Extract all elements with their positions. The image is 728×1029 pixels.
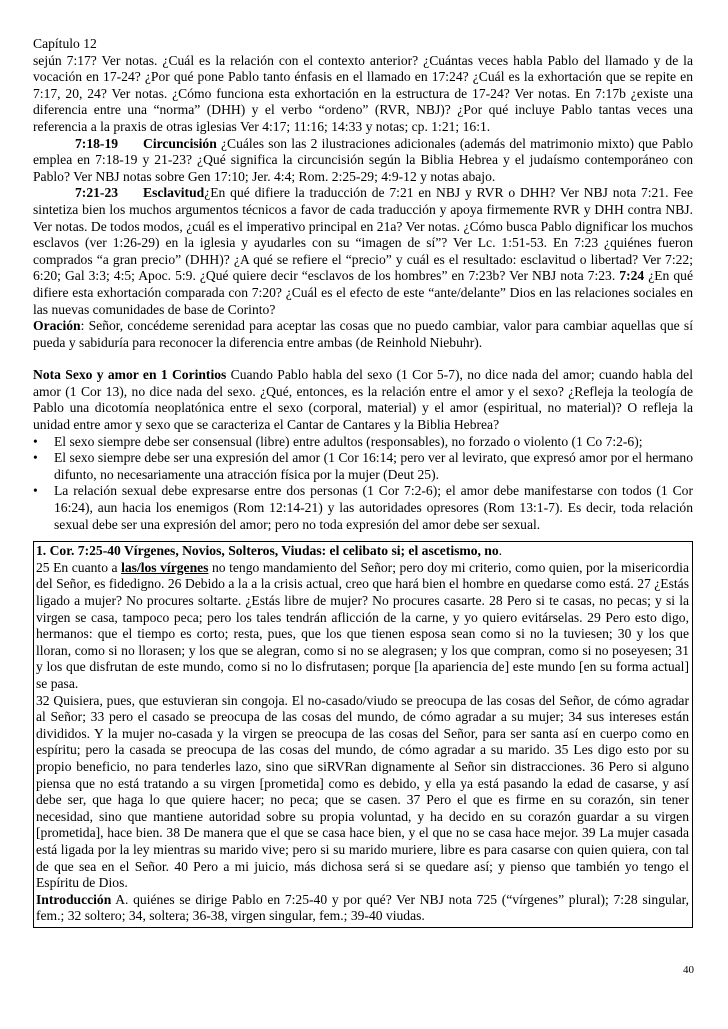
list-item [33,450,693,483]
section-text: ¿En qué difiere la traducción de 7:21 en NBJ y RVR o DHH? Ver NBJ nota 7:21. Fee sintetiza bien los muchos argumentos técnicos a favor de cada traducción y apoya firmemente RVR y DHH contra NBJ. Ver notas. De todos modos, ¿cuál es el imperativo principal en 21a? Ver notas. ¿Cómo busca Pablo dignificar los muchos esclavos (ver 1:26-29) en la iglesia y ayudarles con su “imagen de sí”? Ver Lc. 1:51-53. En 7:23 ¿quiénes fueron comprados “a gran precio” (DHH)? ¿A qué se refiere el “precio” y cuál es el resultado: esclavitud o libertad? Ver 7:22; 6:20; Gal 3:3; 4:5; Apoc. 5:9. ¿Qué quiere decir “esclavos de los hombres” en 7:23b? Ver NBJ nota 7:23. [33,185,693,284]
verse-ref: 7:24 [619,268,645,284]
note-bullet-list [33,434,693,534]
bullet-icon: • [33,433,38,449]
note-sexo-amor [33,367,693,433]
prayer-label: Oración [33,318,81,334]
box-title-text: 1. Cor. 7:25-40 Vírgenes, Novios, Solteros, Viudas: el celibato si; el ascetismo, no [36,543,499,559]
note-text: Cuando Pablo habla del sexo (1 Cor 5-7), no dice nada del amor; cuando habla del amor (1 Cor 13), no dice nada del sexo. ¿Qué, entonces, es la relación entre el amor y el sexo? ¿Refleja la teología de Pablo una dicotomía neoplatónica entre el sexo (corporal, material) y el amor (espiritual, no material)? O refleja la unidad entre amor y sexo que se caracteriza el Cantar de Cantares y la Biblia Hebrea? [33,367,693,433]
box-title-end: . [498,543,503,559]
list-item [33,434,693,451]
paragraph-vocacion: sejún 7:17? Ver notas. ¿Cuál es la relación con el contexto anterior? ¿Cuántas veces habla Pablo del llamado y de la vocación en 17-24? ¿Por qué pone Pablo tanto énfasis en el llamado en 17:24? ¿Cuál es la exhortación que se repite en 7:17, 20, 24? Ver notas. ¿Cómo funciona esta exhortación en la estructura de 17-24? Ver notas. En 7:17b ¿existe una diferencia entre una “norma” (DHH) y el verbo “ordeno” (RVR, NBJ)? ¿Por qué incluye Pablo tantas veces una referencia a la praxis de otras iglesias Ver 4:17; 11:16; 14:33 y notas; cp. 1:21; 16:1. [33,52,693,134]
section-ref: 7:21-23 [75,185,119,201]
section-circuncision [33,136,693,186]
chapter-heading: Capítulo 12 [33,36,97,51]
scripture-box [33,541,693,928]
intro-label: Introducción [36,891,112,907]
page-body [33,36,693,928]
section-ref: 7:18-19 [75,135,119,151]
list-item [33,483,693,533]
introduction [36,892,689,925]
page-number: 40 [683,964,694,976]
list-item-text: El sexo siempre debe ser una expresión del amor (1 Cor 16:14; pero ver al levirato, que expresó amor por el hermano difunto, no necesariamente una atracción física por la mujer (Deut 25). [54,450,693,482]
section-title: Esclavitud [143,185,205,201]
verses-25-31 [36,560,689,693]
list-item-text: El sexo siempre debe ser consensual (libre) entre adultos (responsables), no forzado o violento (1 Co 7:2-6); [54,433,643,449]
bullet-icon: • [33,483,38,499]
box-title [36,543,689,560]
verse-text: 25 En cuanto a [36,559,122,575]
section-esclavitud [33,185,693,318]
intro-text: A. quiénes se dirige Pablo en 7:25-40 y por qué? Ver NBJ nota 725 (“vírgenes” plural); 7:28 singular, fem.; 32 soltero; 34, soltera; 36-38, virgen singular, fem.; 39-40 viudas. [36,891,689,924]
section-title: Circuncisión [143,135,217,151]
list-item-text: La relación sexual debe expresarse entre dos personas (1 Cor 7:2-6); el amor debe manifestarse con todos (1 Cor 16:24), aun hacia los enemigos (Rom 12:14-21) y las autoridades opresores (Rom 13:1-7). Es decir, toda relación sexual debe ser una expresión del amor; pero no toda expresión del amor debe ser sexual. [54,483,693,532]
verse-text: no tengo mandamiento del Señor; pero doy mi criterio, como quien, por la misericordia del Señor, es fidedigno. 26 Debido a la a la crisis actual, creo que hará bien el hombre en quedarse como está. 27 ¿Estás ligado a mujer? No procures soltarte. ¿Estás libre de mujer? No procures casarte. 28 Pero si te casas, no pecas; y si la virgen se casa, tampoco peca; pero los tales tendrán aflicción de la carne, y yo quiero evitárselas. 29 Pero esto digo, hermanos: que el tiempo es corto; resta, pues, que los que tienen esposa sean como si no la tuviesen; 30 y los que lloran, como si no llorasen; y los que se alegran, como si no se alegrasen; y los que compran, como si no poseyesen; 31 y los que disfrutan de este mundo, como si no lo disfrutasen; porque [la apariencia de] este mundo [en su forma actual] se pasa. [36,559,689,691]
section-text: ¿Cuáles son las 2 ilustraciones adicionales (además del matrimonio mixto) que Pablo emplea en 7:18-19 y 21-23? ¿Qué significa la circuncisión según la Biblia Hebrea y el judaísmo contemporáneo con Pablo? Ver NBJ notas sobre Gen 17:10; Jer. 4:4; Rom. 2:25-29; 4:9-12 y notas abajo. [33,135,693,184]
verses-32-40: 32 Quisiera, pues, que estuvieran sin congoja. El no-casado/viudo se preocupa de las cosas del Señor, de cómo agradar al Señor; 33 pero el casado se preocupa de las cosas del mundo, de cómo agradar a su mujer; 34 sus intereses están divididos. Y la mujer no-casada y la virgen se preocupa de las cosas del Señor, para ser santa así en cuerpo como en espíritu; pero la casada se preocupa de las cosas del mundo, de cómo agradar a su marido. 35 Les digo esto por su propio beneficio, no para tenderles lazo, sino que siRVRan dignamente al Señor sin distracciones. 36 Pero si alguno piensa que no está tratando a su virgen [prometida] como es debido, y ella ya está pasando la edad de casarse, y así debe ser, que haga lo que quiere hacer; no peca; que se casen. 37 Pero el que es firme en su corazón, sin tener necesidad, sino que mantiene autoridad sobre su propia voluntad, y ha decido en su corazón guardar a su virgen [prometida], hace bien. 38 De manera que el que se casa hace bien, y el que no se casa hace mejor. 39 La mujer casada está ligada por la ley mientras su marido vive; pero si su marido muriere, libre es para casarse con quien quiera, con tal de que sea en el Señor. 40 Pero a mi juicio, más dichosa será si se quedare así; y pienso que también yo tengo el Espíritu de Dios. [36,692,689,891]
section-text-2: ¿En qué difiere esta exhortación comparada con 7:20? ¿Cuál es el efecto de este “ante/delante” Dios en las relaciones sociales en las nuevas comunidades de base de Corinto? [33,268,694,317]
prayer [33,318,693,351]
note-heading: Nota Sexo y amor en 1 Corintios [33,367,227,383]
prayer-text: : Señor, concédeme serenidad para aceptar las cosas que no puedo cambiar, valor para cambiar aquellas que sí pueda y sabiduría para reconocer la diferencia entre ambas (de Reinhold Niebuhr). [33,318,693,350]
bullet-icon: • [33,450,38,466]
key-term: las/los vírgenes [121,559,209,575]
